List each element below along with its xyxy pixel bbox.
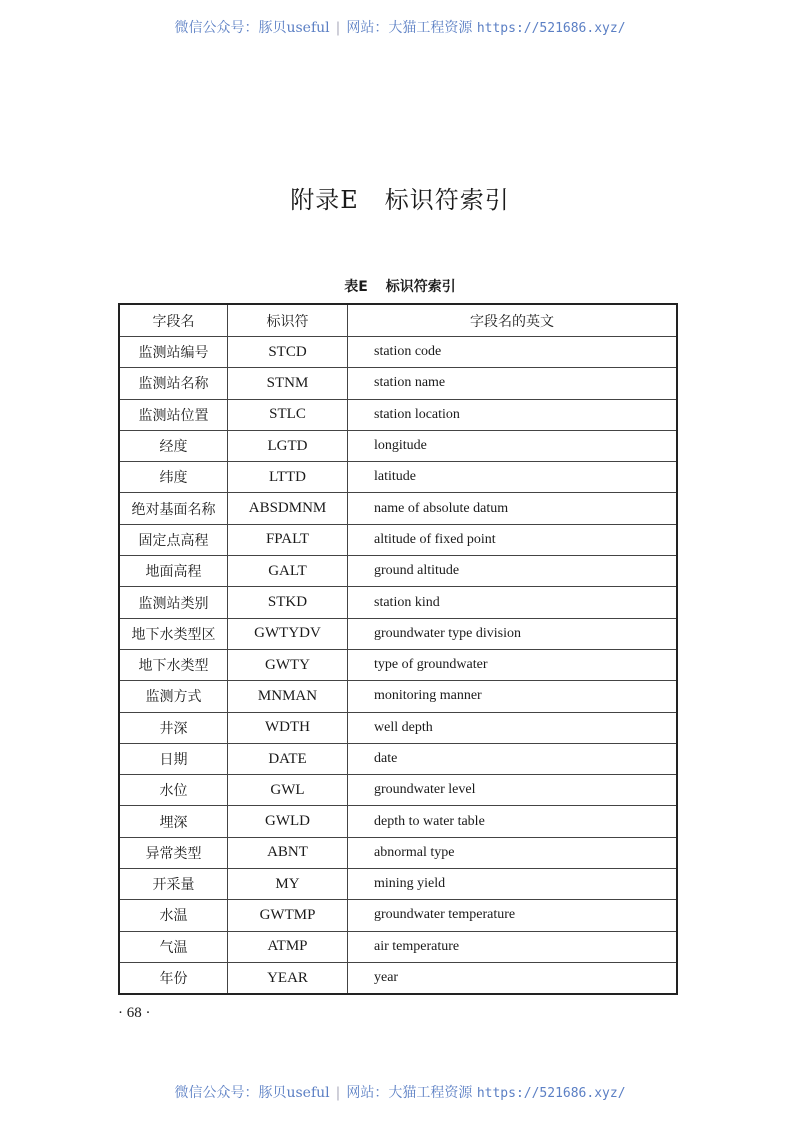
english-name-cell: station kind [348,587,678,618]
english-name-cell: groundwater temperature [348,900,678,931]
english-name-cell: depth to water table [348,806,678,837]
header-identifier: 标识符 [228,304,348,337]
english-name-cell: station location [348,399,678,430]
table-row [119,556,677,587]
english-name-cell: longitude [348,430,678,461]
table-row [119,681,677,712]
table-row [119,962,677,994]
table-row [119,869,677,900]
watermark-wechat: 微信公众号：豚贝useful [174,1085,330,1101]
identifier-cell: GWTMP [228,900,348,931]
field-name-cell: 绝对基面名称 [119,493,228,524]
caption-text: 标识符索引 [385,279,456,295]
caption-prefix: 表E [344,279,368,295]
table-caption [0,276,800,296]
watermark-url: https://521686.xyz/ [476,21,626,36]
identifier-cell: MNMAN [228,681,348,712]
watermark-site: 网站：大猫工程资源 [346,20,473,36]
identifier-cell: STCD [228,337,348,368]
field-name-cell: 日期 [119,743,228,774]
field-name-cell: 监测站编号 [119,337,228,368]
identifier-cell: GWLD [228,806,348,837]
identifier-cell: LGTD [228,430,348,461]
field-name-cell: 监测站位置 [119,399,228,430]
table-row [119,368,677,399]
field-name-cell: 地下水类型区 [119,618,228,649]
table-row [119,587,677,618]
identifier-cell: ABSDMNM [228,493,348,524]
identifier-cell: WDTH [228,712,348,743]
field-name-cell: 地面高程 [119,556,228,587]
table-row [119,399,677,430]
watermark-top [0,17,800,37]
header-field-name: 字段名 [119,304,228,337]
field-name-cell: 异常类型 [119,837,228,868]
title-prefix: 附录E [290,186,359,214]
english-name-cell: well depth [348,712,678,743]
field-name-cell: 地下水类型 [119,649,228,680]
english-name-cell: station name [348,368,678,399]
field-name-cell: 年份 [119,962,228,994]
english-name-cell: year [348,962,678,994]
watermark-site: 网站：大猫工程资源 [346,1085,473,1101]
field-name-cell: 埋深 [119,806,228,837]
identifier-cell: MY [228,869,348,900]
watermark-separator: | [335,20,341,36]
table-row [119,837,677,868]
table-header-row [119,304,677,337]
english-name-cell: monitoring manner [348,681,678,712]
field-name-cell: 监测站名称 [119,368,228,399]
identifier-index-table [118,303,678,995]
watermark-url: https://521686.xyz/ [476,1086,626,1101]
english-name-cell: air temperature [348,931,678,962]
identifier-cell: LTTD [228,462,348,493]
identifier-cell: ATMP [228,931,348,962]
watermark-separator: | [335,1085,341,1101]
header-english-name: 字段名的英文 [348,304,678,337]
watermark-bottom [0,1082,800,1102]
field-name-cell: 井深 [119,712,228,743]
identifier-cell: DATE [228,743,348,774]
english-name-cell: groundwater level [348,775,678,806]
english-name-cell: altitude of fixed point [348,524,678,555]
field-name-cell: 水位 [119,775,228,806]
table-row [119,806,677,837]
english-name-cell: latitude [348,462,678,493]
field-name-cell: 开采量 [119,869,228,900]
table-row [119,775,677,806]
table-row [119,743,677,774]
page-title [0,180,800,215]
watermark-wechat: 微信公众号：豚贝useful [174,20,330,36]
identifier-cell: GALT [228,556,348,587]
field-name-cell: 水温 [119,900,228,931]
identifier-cell: FPALT [228,524,348,555]
field-name-cell: 监测站类别 [119,587,228,618]
field-name-cell: 气温 [119,931,228,962]
identifier-cell: GWL [228,775,348,806]
table-row [119,931,677,962]
english-name-cell: groundwater type division [348,618,678,649]
table-row [119,712,677,743]
english-name-cell: name of absolute datum [348,493,678,524]
identifier-cell: GWTY [228,649,348,680]
identifier-cell: STKD [228,587,348,618]
field-name-cell: 纬度 [119,462,228,493]
identifier-cell: GWTYDV [228,618,348,649]
table-row [119,524,677,555]
field-name-cell: 固定点高程 [119,524,228,555]
field-name-cell: 经度 [119,430,228,461]
table-row [119,618,677,649]
title-text: 标识符索引 [384,186,510,214]
table-row [119,649,677,680]
field-name-cell: 监测方式 [119,681,228,712]
page-number: · 68 · [118,1005,151,1021]
table-row [119,900,677,931]
identifier-cell: STLC [228,399,348,430]
identifier-cell: STNM [228,368,348,399]
table-row [119,337,677,368]
english-name-cell: ground altitude [348,556,678,587]
english-name-cell: type of groundwater [348,649,678,680]
english-name-cell: station code [348,337,678,368]
identifier-cell: YEAR [228,962,348,994]
table-row [119,430,677,461]
identifier-cell: ABNT [228,837,348,868]
table-row [119,462,677,493]
table-row [119,493,677,524]
english-name-cell: abnormal type [348,837,678,868]
english-name-cell: date [348,743,678,774]
english-name-cell: mining yield [348,869,678,900]
